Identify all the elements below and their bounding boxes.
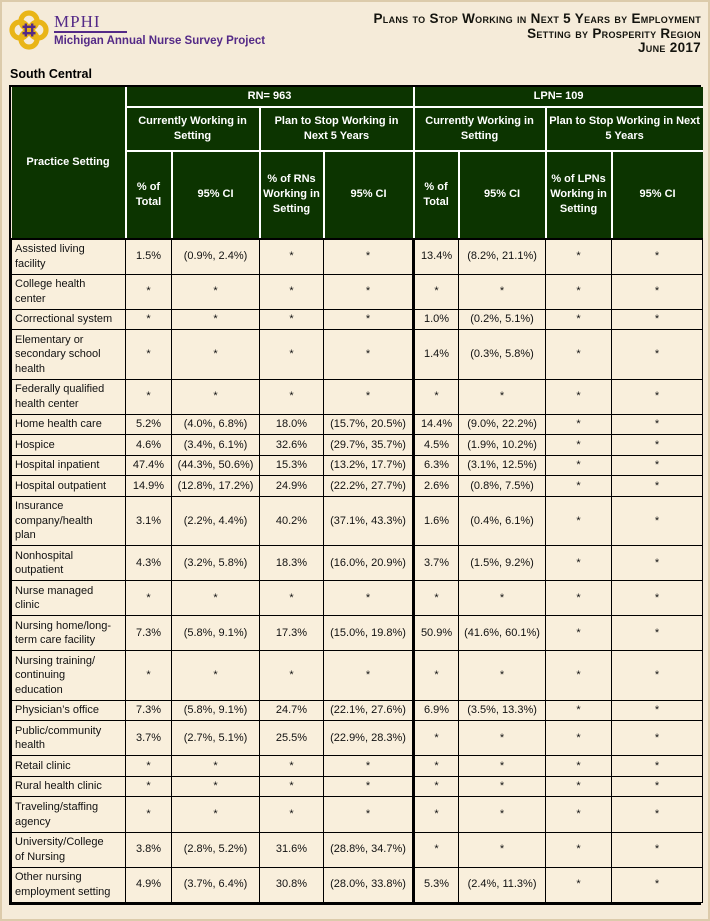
value-cell: * xyxy=(414,721,459,756)
lpn-pct-working-header: % of LPNs Working in Setting xyxy=(546,151,612,239)
value-cell: * xyxy=(546,274,612,309)
brand-block xyxy=(9,8,265,50)
value-cell: * xyxy=(612,832,703,867)
value-cell: (28.8%, 34.7%) xyxy=(324,832,414,867)
value-cell: 13.4% xyxy=(414,239,459,275)
value-cell: 17.3% xyxy=(260,616,324,651)
value-cell: (3.4%, 6.1%) xyxy=(172,435,260,456)
value-cell: 4.3% xyxy=(126,546,172,581)
value-cell: * xyxy=(612,274,703,309)
value-cell: 24.7% xyxy=(260,700,324,721)
value-cell: * xyxy=(172,581,260,616)
value-cell: (22.9%, 28.3%) xyxy=(324,721,414,756)
value-cell: * xyxy=(459,721,546,756)
table-row xyxy=(12,239,703,275)
table-row xyxy=(12,379,703,414)
value-cell: 3.1% xyxy=(126,496,172,546)
value-cell: * xyxy=(126,756,172,777)
value-cell: * xyxy=(172,330,260,380)
value-cell: * xyxy=(612,239,703,275)
value-cell: * xyxy=(172,309,260,330)
value-cell: * xyxy=(546,776,612,797)
value-cell: * xyxy=(459,756,546,777)
value-cell: (29.7%, 35.7%) xyxy=(324,435,414,456)
value-cell: (2.4%, 11.3%) xyxy=(459,867,546,902)
rn-ci2-header: 95% CI xyxy=(324,151,414,239)
practice-setting-cell: Nursing training/ continuing education xyxy=(12,651,126,701)
practice-setting-cell: Traveling/staffing agency xyxy=(12,797,126,832)
table-row xyxy=(12,435,703,456)
value-cell: * xyxy=(324,379,414,414)
value-cell: 40.2% xyxy=(260,496,324,546)
value-cell: * xyxy=(260,379,324,414)
value-cell: * xyxy=(546,651,612,701)
value-cell: * xyxy=(546,832,612,867)
value-cell: * xyxy=(260,239,324,275)
value-cell: 5.2% xyxy=(126,414,172,435)
value-cell: 15.3% xyxy=(260,455,324,476)
practice-setting-cell: Federally qualified health center xyxy=(12,379,126,414)
value-cell: 47.4% xyxy=(126,455,172,476)
value-cell: (41.6%, 60.1%) xyxy=(459,616,546,651)
value-cell: 2.6% xyxy=(414,476,459,497)
value-cell: * xyxy=(324,651,414,701)
value-cell: * xyxy=(260,330,324,380)
practice-setting-cell: Nursing home/long-term care facility xyxy=(12,616,126,651)
value-cell: (0.9%, 2.4%) xyxy=(172,239,260,275)
value-cell: * xyxy=(546,455,612,476)
table-header xyxy=(12,87,703,239)
value-cell: * xyxy=(324,756,414,777)
table-row xyxy=(12,867,703,902)
value-cell: * xyxy=(459,274,546,309)
value-cell: * xyxy=(260,756,324,777)
value-cell: 7.3% xyxy=(126,616,172,651)
value-cell: 31.6% xyxy=(260,832,324,867)
practice-setting-cell: University/College of Nursing xyxy=(12,832,126,867)
value-cell: * xyxy=(546,756,612,777)
value-cell: * xyxy=(546,797,612,832)
rn-currently-working-header: Currently Working in Setting xyxy=(126,107,260,151)
value-cell: * xyxy=(324,309,414,330)
practice-setting-cell: Hospital inpatient xyxy=(12,455,126,476)
lpn-pct-total-header: % of Total xyxy=(414,151,459,239)
value-cell: * xyxy=(546,616,612,651)
value-cell: (4.0%, 6.8%) xyxy=(172,414,260,435)
value-cell: * xyxy=(414,776,459,797)
value-cell: 18.3% xyxy=(260,546,324,581)
value-cell: 5.3% xyxy=(414,867,459,902)
value-cell: * xyxy=(612,756,703,777)
value-cell: * xyxy=(172,776,260,797)
value-cell: 6.9% xyxy=(414,700,459,721)
lpn-ci2-header: 95% CI xyxy=(612,151,703,239)
value-cell: 14.9% xyxy=(126,476,172,497)
value-cell: * xyxy=(546,435,612,456)
value-cell: 32.6% xyxy=(260,435,324,456)
value-cell: * xyxy=(612,700,703,721)
value-cell: 30.8% xyxy=(260,867,324,902)
practice-setting-cell: Nurse managed clinic xyxy=(12,581,126,616)
value-cell: * xyxy=(260,651,324,701)
practice-setting-cell: Hospice xyxy=(12,435,126,456)
value-cell: (16.0%, 20.9%) xyxy=(324,546,414,581)
value-cell: (0.8%, 7.5%) xyxy=(459,476,546,497)
value-cell: * xyxy=(126,776,172,797)
value-cell: * xyxy=(324,239,414,275)
value-cell: * xyxy=(324,797,414,832)
value-cell: (22.2%, 27.7%) xyxy=(324,476,414,497)
value-cell: * xyxy=(459,651,546,701)
practice-setting-cell: Nonhospital outpatient xyxy=(12,546,126,581)
title-line-1: Plans to Stop Working in Next 5 Years by Employment xyxy=(373,11,701,26)
value-cell: * xyxy=(172,274,260,309)
table-row xyxy=(12,476,703,497)
practice-setting-cell: Elementary or secondary school health xyxy=(12,330,126,380)
value-cell: * xyxy=(612,309,703,330)
value-cell: (2.7%, 5.1%) xyxy=(172,721,260,756)
practice-setting-cell: Home health care xyxy=(12,414,126,435)
value-cell: (5.8%, 9.1%) xyxy=(172,700,260,721)
practice-rows xyxy=(12,239,703,903)
value-cell: * xyxy=(459,797,546,832)
value-cell: * xyxy=(459,581,546,616)
value-cell: * xyxy=(546,546,612,581)
value-cell: * xyxy=(612,721,703,756)
value-cell: (3.2%, 5.8%) xyxy=(172,546,260,581)
value-cell: 18.0% xyxy=(260,414,324,435)
value-cell: * xyxy=(612,435,703,456)
table-row xyxy=(12,309,703,330)
table-row xyxy=(12,546,703,581)
lpn-currently-working-header: Currently Working in Setting xyxy=(414,107,546,151)
table-row xyxy=(12,274,703,309)
lpn-plan-to-stop-header: Plan to Stop Working in Next 5 Years xyxy=(546,107,703,151)
table-row xyxy=(12,455,703,476)
value-cell: * xyxy=(546,309,612,330)
value-cell: (8.2%, 21.1%) xyxy=(459,239,546,275)
table-row xyxy=(12,700,703,721)
value-cell: * xyxy=(612,455,703,476)
title-line-2: Setting by Prosperity Region xyxy=(527,25,701,41)
mphi-logo-icon xyxy=(9,10,49,50)
value-cell: * xyxy=(546,496,612,546)
title-line-3: June 2017 xyxy=(638,40,701,55)
practice-setting-cell: Hospital outpatient xyxy=(12,476,126,497)
value-cell: * xyxy=(612,546,703,581)
practice-setting-cell: Insurance company/health plan xyxy=(12,496,126,546)
value-cell: * xyxy=(126,274,172,309)
value-cell: * xyxy=(612,330,703,380)
value-cell: (13.2%, 17.7%) xyxy=(324,455,414,476)
value-cell: * xyxy=(414,651,459,701)
value-cell: * xyxy=(260,797,324,832)
report-page xyxy=(2,2,708,905)
brand-text xyxy=(54,10,265,47)
value-cell: * xyxy=(126,330,172,380)
value-cell: * xyxy=(612,476,703,497)
value-cell: (5.8%, 9.1%) xyxy=(172,616,260,651)
table-row xyxy=(12,581,703,616)
value-cell: * xyxy=(414,756,459,777)
value-cell: * xyxy=(324,776,414,797)
value-cell: 4.9% xyxy=(126,867,172,902)
value-cell: 1.5% xyxy=(126,239,172,275)
value-cell: 1.4% xyxy=(414,330,459,380)
value-cell: * xyxy=(612,414,703,435)
value-cell: * xyxy=(546,867,612,902)
practice-setting-cell: Retail clinic xyxy=(12,756,126,777)
practice-setting-cell: Rural health clinic xyxy=(12,776,126,797)
value-cell: (15.7%, 20.5%) xyxy=(324,414,414,435)
value-cell: 24.9% xyxy=(260,476,324,497)
value-cell: * xyxy=(414,274,459,309)
value-cell: (22.1%, 27.6%) xyxy=(324,700,414,721)
table-row xyxy=(12,721,703,756)
value-cell: 3.7% xyxy=(126,721,172,756)
value-cell: * xyxy=(546,700,612,721)
value-cell: * xyxy=(172,797,260,832)
value-cell: * xyxy=(459,832,546,867)
value-cell: (12.8%, 17.2%) xyxy=(172,476,260,497)
value-cell: 25.5% xyxy=(260,721,324,756)
rn-pct-working-header: % of RNs Working in Setting xyxy=(260,151,324,239)
value-cell: * xyxy=(260,776,324,797)
value-cell: (37.1%, 43.3%) xyxy=(324,496,414,546)
value-cell: * xyxy=(546,379,612,414)
value-cell: * xyxy=(459,776,546,797)
value-cell: * xyxy=(324,274,414,309)
value-cell: (2.8%, 5.2%) xyxy=(172,832,260,867)
value-cell: * xyxy=(126,581,172,616)
value-cell: * xyxy=(172,756,260,777)
value-cell: * xyxy=(612,616,703,651)
value-cell: 7.3% xyxy=(126,700,172,721)
table-row xyxy=(12,756,703,777)
value-cell: * xyxy=(612,496,703,546)
value-cell: * xyxy=(414,797,459,832)
practice-setting-cell: Correctional system xyxy=(12,309,126,330)
value-cell: * xyxy=(546,239,612,275)
value-cell: * xyxy=(612,797,703,832)
table-row xyxy=(12,797,703,832)
value-cell: * xyxy=(546,721,612,756)
value-cell: * xyxy=(612,651,703,701)
value-cell: 4.6% xyxy=(126,435,172,456)
value-cell: * xyxy=(126,379,172,414)
table-row xyxy=(12,651,703,701)
survey-table xyxy=(11,87,703,903)
value-cell: * xyxy=(612,581,703,616)
value-cell: 6.3% xyxy=(414,455,459,476)
rn-ci-header: 95% CI xyxy=(172,151,260,239)
value-cell: (3.7%, 6.4%) xyxy=(172,867,260,902)
practice-setting-cell: College health center xyxy=(12,274,126,309)
practice-setting-cell: Physician’s office xyxy=(12,700,126,721)
value-cell: * xyxy=(612,867,703,902)
value-cell: * xyxy=(260,581,324,616)
lpn-ci-header: 95% CI xyxy=(459,151,546,239)
value-cell: * xyxy=(546,581,612,616)
value-cell: * xyxy=(414,379,459,414)
value-cell: (44.3%, 50.6%) xyxy=(172,455,260,476)
value-cell: (28.0%, 33.8%) xyxy=(324,867,414,902)
value-cell: * xyxy=(260,309,324,330)
project-name: Michigan Annual Nurse Survey Project xyxy=(54,35,266,47)
table-row xyxy=(12,330,703,380)
page-header xyxy=(9,8,701,56)
rn-group-header: RN= 963 xyxy=(126,87,414,107)
value-cell: 3.7% xyxy=(414,546,459,581)
value-cell: * xyxy=(126,797,172,832)
value-cell: 1.6% xyxy=(414,496,459,546)
value-cell: (9.0%, 22.2%) xyxy=(459,414,546,435)
value-cell: * xyxy=(546,330,612,380)
practice-setting-header: Practice Setting xyxy=(12,87,126,239)
value-cell: 1.0% xyxy=(414,309,459,330)
value-cell: * xyxy=(414,581,459,616)
value-cell: 4.5% xyxy=(414,435,459,456)
value-cell: * xyxy=(546,476,612,497)
value-cell: 50.9% xyxy=(414,616,459,651)
value-cell: * xyxy=(126,651,172,701)
value-cell: * xyxy=(172,379,260,414)
value-cell: * xyxy=(324,581,414,616)
table-row xyxy=(12,616,703,651)
page-title xyxy=(373,8,701,56)
value-cell: 3.8% xyxy=(126,832,172,867)
value-cell: * xyxy=(546,414,612,435)
value-cell: (0.4%, 6.1%) xyxy=(459,496,546,546)
value-cell: (15.0%, 19.8%) xyxy=(324,616,414,651)
value-cell: (3.5%, 13.3%) xyxy=(459,700,546,721)
practice-setting-cell: Assisted living facility xyxy=(12,239,126,275)
value-cell: (0.3%, 5.8%) xyxy=(459,330,546,380)
practice-setting-cell: Public/community health xyxy=(12,721,126,756)
survey-table-wrapper xyxy=(9,85,701,905)
value-cell: * xyxy=(172,651,260,701)
value-cell: (1.9%, 10.2%) xyxy=(459,435,546,456)
table-row xyxy=(12,832,703,867)
value-cell: (2.2%, 4.4%) xyxy=(172,496,260,546)
value-cell: (1.5%, 9.2%) xyxy=(459,546,546,581)
value-cell: 14.4% xyxy=(414,414,459,435)
value-cell: (0.2%, 5.1%) xyxy=(459,309,546,330)
value-cell: (3.1%, 12.5%) xyxy=(459,455,546,476)
value-cell: * xyxy=(260,274,324,309)
practice-setting-cell: Other nursing employment setting xyxy=(12,867,126,902)
value-cell: * xyxy=(612,379,703,414)
table-row xyxy=(12,496,703,546)
value-cell: * xyxy=(324,330,414,380)
table-row xyxy=(12,776,703,797)
rn-pct-total-header: % of Total xyxy=(126,151,172,239)
value-cell: * xyxy=(126,309,172,330)
rn-plan-to-stop-header: Plan to Stop Working in Next 5 Years xyxy=(260,107,414,151)
lpn-group-header: LPN= 109 xyxy=(414,87,703,107)
org-name: MPHI xyxy=(54,13,127,33)
value-cell: * xyxy=(459,379,546,414)
table-row xyxy=(12,414,703,435)
region-label: South Central xyxy=(10,66,92,81)
value-cell: * xyxy=(612,776,703,797)
value-cell: * xyxy=(414,832,459,867)
